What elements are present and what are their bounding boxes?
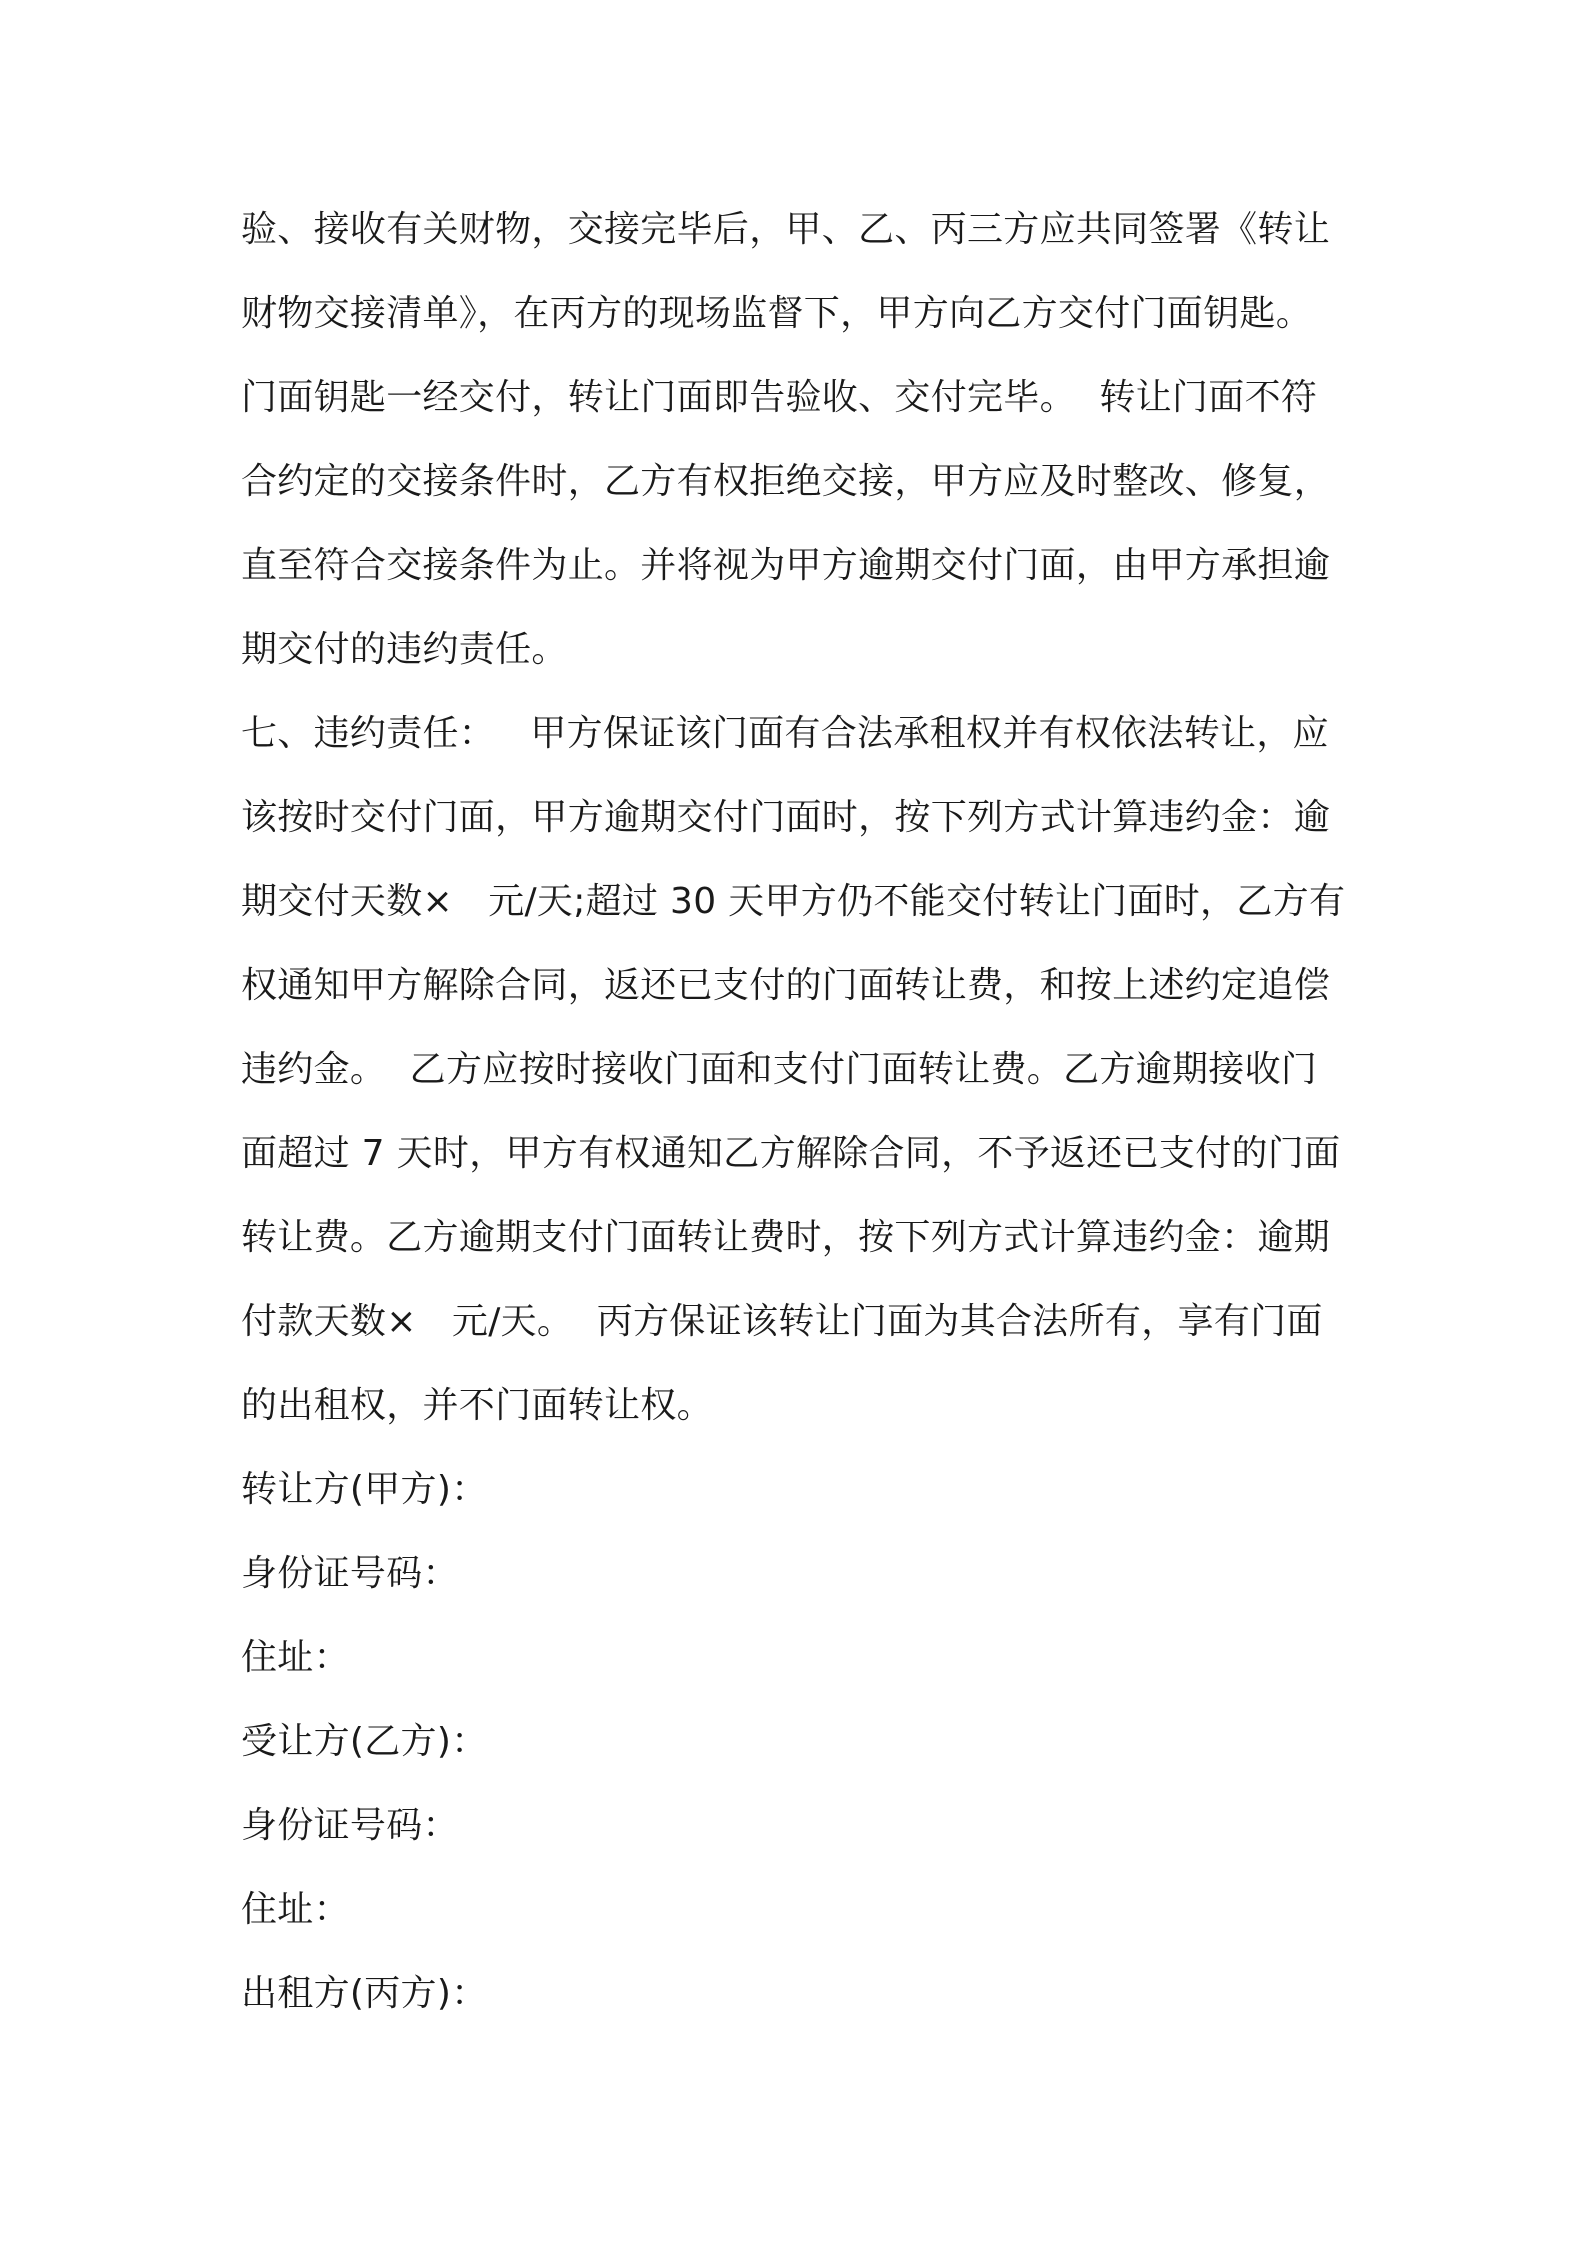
paragraph-line: 面超过 7 天时，甲方有权通知乙方解除合同，不予返还已支付的门面 (241, 1133, 1341, 1174)
paragraph-line: 付款天数× 元/天。 丙方保证该转让门面为其合法所有，享有门面 (241, 1301, 1323, 1342)
paragraph-line: 违约金。 乙方应按时接收门面和支付门面转让费。乙方逾期接收门 (241, 1049, 1318, 1090)
paragraph-line: 直至符合交接条件为止。并将视为甲方逾期交付门面，由甲方承担逾 (241, 545, 1331, 586)
paragraph-line: 合约定的交接条件时，乙方有权拒绝交接，甲方应及时整改、修复， (241, 461, 1331, 502)
signature-transferor-label: 转让方(甲方)： (241, 1469, 488, 1510)
paragraph-line: 该按时交付门面，甲方逾期交付门面时，按下列方式计算违约金：逾 (241, 797, 1331, 838)
section-heading-breach-liability: 七、违约责任： 甲方保证该门面有合法承租权并有权依法转让，应 (241, 713, 1329, 754)
signature-lessor-label: 出租方(丙方)： (241, 1973, 488, 2014)
paragraph-line: 门面钥匙一经交付，转让门面即告验收、交付完毕。 转让门面不符 (241, 377, 1318, 418)
signature-transferee-address-label: 住址： (241, 1889, 350, 1930)
paragraph-line: 的出租权，并不门面转让权。 (241, 1385, 713, 1426)
signature-transferee-label: 受让方(乙方)： (241, 1721, 488, 1762)
signature-transferee-id-label: 身份证号码： (241, 1805, 459, 1846)
signature-transferor-id-label: 身份证号码： (241, 1553, 459, 1594)
signature-transferor-address-label: 住址： (241, 1637, 350, 1678)
paragraph-line: 验、接收有关财物，交接完毕后，甲、乙、丙三方应共同签署《转让 (241, 209, 1331, 250)
document-body (241, 200, 1361, 2048)
paragraph-line: 期交付的违约责任。 (241, 629, 568, 670)
paragraph-line: 转让费。乙方逾期支付门面转让费时，按下列方式计算违约金：逾期 (241, 1217, 1331, 1258)
paragraph-line: 期交付天数× 元/天;超过 30 天甲方仍不能交付转让门面时，乙方有 (241, 881, 1346, 922)
paragraph-line: 权通知甲方解除合同，返还已支付的门面转让费，和按上述约定追偿 (241, 965, 1331, 1006)
paragraph-line: 财物交接清单》，在丙方的现场监督下，甲方向乙方交付门面钥匙。 (241, 293, 1313, 334)
